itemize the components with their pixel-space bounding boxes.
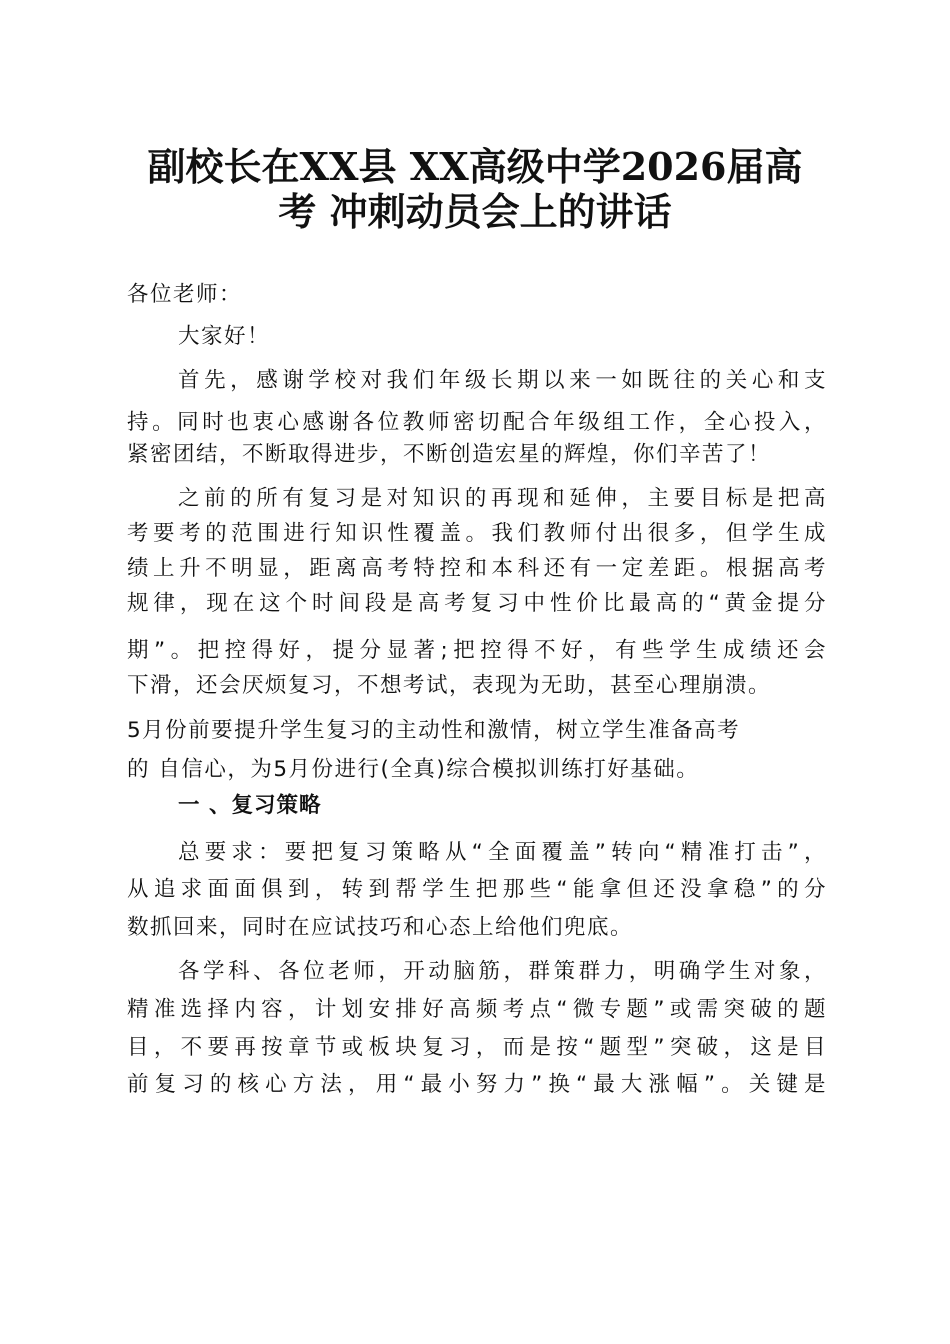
paragraph-2-line-4: 规律，现在这个时间段是高考复习中性价比最高的“黄金提分 [127,591,827,616]
paragraph-4-line-1: 各学科、各位老师，开动脑筋，群策群力，明确学生对象， [178,959,827,984]
paragraph-2-line-6: 下滑，还会厌烦复习，不想考试，表现为无助，甚至心理崩溃。 [127,673,772,698]
salutation: 各位老师： [127,282,243,307]
paragraph-2-line-8: 的 自信心，为5月份进行(全真)综合模拟训练打好基础。 [127,757,700,782]
paragraph-3-line-3: 数抓回来，同时在应试技巧和心态上给他们兜底。 [127,915,634,940]
paragraph-4-line-2: 精准选择内容，计划安排好高频考点“微专题”或需突破的题 [127,997,827,1022]
document-title-line-1: 副校长在XX县 XX高级中学2026届高 [147,144,803,189]
paragraph-2-line-5: 期”。把控得好，提分显著;把控得不好，有些学生成绩还会 [127,638,827,663]
paragraph-2-line-7: 5月份前要提升学生复习的主动性和激情，树立学生准备高考 [127,718,741,743]
document-title-line-2: 考 冲刺动员会上的讲话 [278,189,672,234]
greeting: 大家好！ [178,324,271,349]
paragraph-2-line-1: 之前的所有复习是对知识的再现和延伸，主要目标是把高 [178,486,827,511]
paragraph-3-line-2: 从追求面面俱到，转到帮学生把那些“能拿但还没拿稳”的分 [127,877,827,902]
paragraph-4-line-4: 前复习的核心方法，用“最小努力”换“最大涨幅”。关键是 [127,1072,827,1097]
paragraph-4-line-3: 目，不要再按章节或板块复习，而是按“题型”突破，这是目 [127,1035,827,1060]
paragraph-2-line-2: 考要考的范围进行知识性覆盖。我们教师付出很多，但学生成 [127,521,827,546]
section-heading-1: 一 、复习策略 [178,793,322,818]
paragraph-2-line-3: 绩上升不明显，距离高考特控和本科还有一定差距。根据高考 [127,556,827,581]
paragraph-1-line-2: 持。同时也衷心感谢各位教师密切配合年级组工作，全心投入， [127,410,827,435]
paragraph-3-line-1: 总要求：要把复习策略从“全面覆盖”转向“精准打击”， [178,840,827,865]
paragraph-1-line-1: 首先，感谢学校对我们年级长期以来一如既往的关心和支 [178,368,827,393]
paragraph-1-line-3: 紧密团结，不断取得进步，不断创造宏星的辉煌，你们辛苦了！ [127,442,772,467]
